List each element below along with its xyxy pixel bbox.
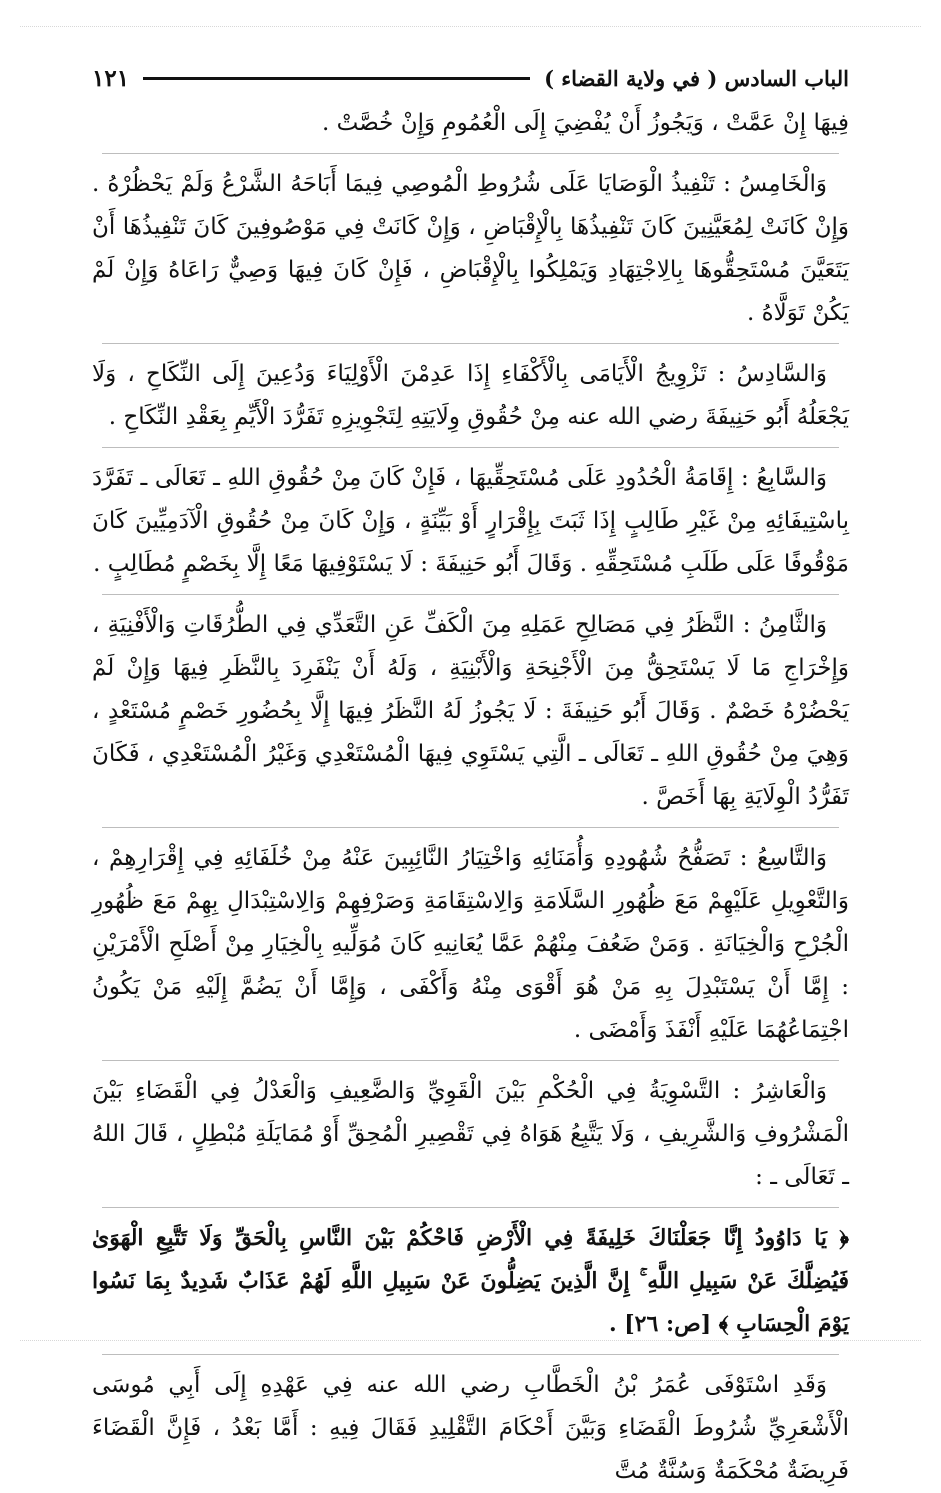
page-body <box>92 102 849 1493</box>
scan-edge-top <box>20 26 921 27</box>
paragraph-sixth: وَالسَّادِسُ : تَزْوِيجُ الْأَيَامَى بِالْأَكْفَاءِ إِذَا عَدِمْنَ الْأَوْلِيَاءَ وَدُعِينَ إِلَى النِّكَاحِ ، وَلَا يَجْعَلُهُ أَبُو حَنِيفَةَ رضي الله عنه مِنْ حُقُوقِ وِلَايَتِهِ لِتَجْوِيزِهِ تَفَرُّدَ الْأَيِّمِ بِعَقْدِ النِّكَاحِ . <box>92 361 849 430</box>
scan-edge-bottom <box>20 1340 921 1341</box>
paragraph-divider <box>102 447 839 448</box>
running-header <box>92 60 849 96</box>
paragraph-continuation: فِيهَا إِنْ عَمَّتْ ، وَيَجُوزُ أَنْ يُفْضِيَ إِلَى الْعُمُومِ وَإِنْ خُصَّتْ . <box>322 110 849 136</box>
paragraph-seventh: وَالسَّابِعُ : إِقَامَةُ الْحُدُودِ عَلَى مُسْتَحِقِّيهَا ، فَإِنْ كَانَ مِنْ حُقُوقِ اللهِ ـ تَعَالَى ـ تَفَرَّدَ بِاسْتِيفَائِهِ مِنْ غَيْرِ طَالِبٍ إِذَا ثَبَتَ بِإِقْرَارٍ أَوْ بَيِّنَةٍ ، وَإِنْ كَانَ مِنْ حُقُوقِ الْآدَمِيِّينَ كَانَ مَوْقُوفًا عَلَى طَلَبِ مُسْتَحِقِّهِ . وَقَالَ أَبُو حَنِيفَةَ : لَا يَسْتَوْفِيهَا مَعًا إِلَّا بِخَصْمٍ مُطَالِبٍ . <box>92 465 849 577</box>
paragraph-final: وَقَدِ اسْتَوْفَى عُمَرُ بْنُ الْخَطَّابِ رضي الله عنه فِي عَهْدِهِ إِلَى أَبِي مُوسَى الْأَشْعَرِيِّ شُرُوطَ الْقَضَاءِ وَبَيَّنَ أَحْكَامَ التَّقْلِيدِ فَقَالَ فِيهِ : أَمَّا بَعْدُ ، فَإِنَّ الْقَضَاءَ فَرِيضَةٌ مُحْكَمَةٌ وَسُنَّةٌ مُتَّ <box>92 1372 849 1484</box>
page-number: ١٢١ <box>92 64 130 92</box>
quran-verse: ﴿ يَا دَاوُودُ إِنَّا جَعَلْنَاكَ خَلِيفَةً فِي الْأَرْضِ فَاحْكُمْ بَيْنَ النَّاسِ بِالْحَقِّ وَلَا تَتَّبِعِ الْهَوَىٰ فَيُضِلَّكَ عَنْ سَبِيلِ اللَّهِ ۚ إِنَّ الَّذِينَ يَضِلُّونَ عَنْ سَبِيلِ اللَّهِ لَهُمْ عَذَابٌ شَدِيدٌ بِمَا نَسُوا يَوْمَ الْحِسَابِ ﴾ [ص: ٢٦] . <box>92 1225 850 1337</box>
paragraph-divider <box>102 827 839 828</box>
paragraph-tenth: وَالْعَاشِرُ : التَّسْوِيَةُ فِي الْحُكْمِ بَيْنَ الْقَوِيِّ وَالضَّعِيفِ وَالْعَدْلُ فِي الْقَضَاءِ بَيْنَ الْمَشْرُوفِ وَالشَّرِيفِ ، وَلَا يَتَّبِعُ هَوَاهُ فِي تَقْصِيرِ الْمُحِقِّ أَوْ مُمَايَلَةِ مُبْطِلٍ ، قَالَ اللهُ ـ تَعَالَى ـ : <box>92 1078 849 1190</box>
paragraph-divider <box>102 1207 839 1208</box>
paragraph-divider <box>102 343 839 344</box>
header-rule <box>143 77 530 80</box>
paragraph-divider <box>102 153 839 154</box>
chapter-title: الباب السادس ( في ولاية القضاء ) <box>544 65 849 91</box>
paragraph-ninth: وَالتَّاسِعُ : تَصَفُّحُ شُهُودِهِ وَأُمَنَائِهِ وَاخْتِيَارُ النَّائِبِينَ عَنْهُ مِنْ خُلَفَائِهِ فِي إِقْرَارِهِمْ ، وَالتَّعْوِيلِ عَلَيْهِمْ مَعَ ظُهُورِ السَّلَامَةِ وَالِاسْتِقَامَةِ وَصَرْفِهِمْ وَالِاسْتِبْدَالِ بِهِمْ مَعَ ظُهُورِ الْجُرْحِ وَالْخِيَانَةِ . وَمَنْ ضَعُفَ مِنْهُمْ عَمَّا يُعَانِيهِ كَانَ مُوَلِّيهِ بِالْخِيَارِ مِنْ أَصْلَحِ الْأَمْرَيْنِ : إِمَّا أَنْ يَسْتَبْدِلَ بِهِ مَنْ هُوَ أَقْوَى مِنْهُ وَأَكْفَى ، وَإِمَّا أَنْ يَضُمَّ إِلَيْهِ مَنْ يَكُونُ اجْتِمَاعُهُمَا عَلَيْهِ أَنْفَذَ وَأَمْضَى . <box>92 845 849 1043</box>
paragraph-divider <box>102 1354 839 1355</box>
paragraph-eighth: وَالثَّامِنُ : النَّظَرُ فِي مَصَالِحِ عَمَلِهِ مِنَ الْكَفِّ عَنِ التَّعَدِّي فِي الطُّرُقَاتِ وَالْأَفْنِيَةِ ، وَإِخْرَاجِ مَا لَا يَسْتَحِقُّ مِنَ الْأَجْنِحَةِ وَالْأَبْنِيَةِ ، وَلَهُ أَنْ يَنْفَرِدَ بِالنَّظَرِ فِيهَا وَإِنْ لَمْ يَحْضُرْهُ خَصْمٌ . وَقَالَ أَبُو حَنِيفَةَ : لَا يَجُوزُ لَهُ النَّظَرُ فِيهَا إِلَّا بِحُضُورِ خَصْمٍ مُسْتَعْدٍ ، وَهِيَ مِنْ حُقُوقِ اللهِ ـ تَعَالَى ـ الَّتِي يَسْتَوِي فِيهَا الْمُسْتَعْدِي وَغَيْرُ الْمُسْتَعْدِي ، فَكَانَ تَفَرُّدُ الْوِلَايَةِ بِهَا أَخَصَّ . <box>92 612 849 810</box>
paragraph-divider <box>102 594 839 595</box>
paragraph-divider <box>102 1060 839 1061</box>
paragraph-fifth: وَالْخَامِسُ : تَنْفِيذُ الْوَصَايَا عَلَى شُرُوطِ الْمُوصِي فِيمَا أَبَاحَهُ الشَّرْعُ وَلَمْ يَحْظُرْهُ . وَإِنْ كَانَتْ لِمُعَيَّنِينَ كَانَ تَنْفِيذُهَا بِالْإِقْبَاضِ ، وَإِنْ كَانَتْ فِي مَوْصُوفِينَ كَانَ تَنْفِيذُهَا أَنْ يَتَعَيَّنَ مُسْتَحِقُّوهَا بِالِاجْتِهَادِ وَيَمْلِكُوا بِالْإِقْبَاضِ ، فَإِنْ كَانَ فِيهَا وَصِيٌّ رَاعَاهُ وَإِنْ لَمْ يَكُنْ تَوَلَّاهُ . <box>92 171 849 326</box>
